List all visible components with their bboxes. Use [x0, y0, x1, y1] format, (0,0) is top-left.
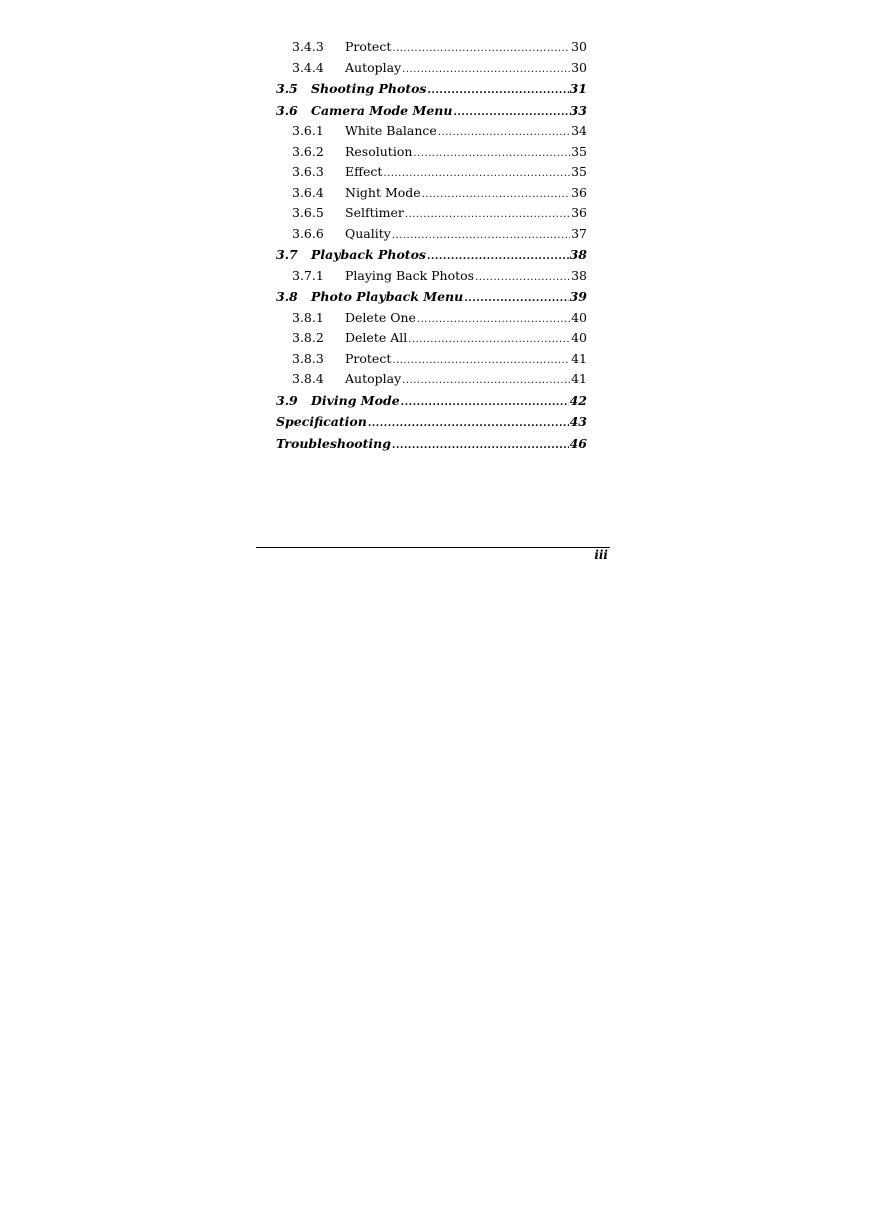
- dot-leader: [392, 40, 570, 59]
- toc-entry-number: 3.6.5: [292, 205, 324, 220]
- dot-leader: [408, 331, 570, 350]
- dot-leader: [422, 186, 570, 205]
- toc-entry-page: 31: [569, 81, 587, 96]
- toc-entry-number: 3.8.1: [292, 309, 324, 325]
- toc-entry[interactable]: [276, 143, 587, 164]
- dot-leader: [401, 393, 569, 413]
- toc-entry[interactable]: [276, 329, 587, 350]
- toc-entry-title: Delete One: [345, 309, 416, 325]
- toc-chapter-entry[interactable]: [276, 412, 587, 434]
- toc-entry-page: 40: [571, 330, 587, 345]
- toc-entry-page: 34: [571, 123, 587, 138]
- dot-leader: [392, 352, 570, 371]
- toc-entry[interactable]: [276, 184, 587, 205]
- toc-entry-page: 38: [571, 267, 587, 283]
- toc-entry-number: 3.9: [276, 392, 298, 408]
- toc-entry-page: 40: [571, 309, 587, 325]
- toc-entry-number: 3.8.2: [292, 330, 324, 345]
- toc-entry-title: Resolution: [345, 143, 413, 159]
- toc-section-entry[interactable]: [276, 79, 587, 101]
- toc-entry-page: 37: [571, 225, 587, 241]
- toc-section-entry[interactable]: [276, 287, 587, 309]
- toc-entry[interactable]: [276, 267, 587, 288]
- toc-entry-page: 41: [571, 350, 587, 366]
- toc-chapter-entry[interactable]: [276, 434, 587, 456]
- toc-entry-title: Night Mode: [345, 184, 421, 200]
- table-of-contents: [276, 38, 587, 455]
- dot-leader: [413, 145, 570, 164]
- toc-entry-page: 36: [571, 184, 587, 200]
- dot-leader: [453, 103, 568, 123]
- toc-entry-page: 46: [569, 435, 587, 451]
- toc-entry-number: 3.8.3: [292, 350, 324, 366]
- dot-leader: [427, 81, 568, 101]
- toc-entry-title: Effect: [345, 164, 383, 179]
- toc-entry[interactable]: [276, 309, 587, 330]
- dot-leader: [392, 227, 570, 246]
- toc-entry-page: 38: [569, 247, 587, 262]
- dot-leader: [475, 269, 570, 288]
- toc-entry-title: Diving Mode: [311, 392, 400, 408]
- toc-entry-page: 30: [571, 39, 587, 54]
- toc-entry[interactable]: [276, 163, 587, 184]
- toc-entry[interactable]: [276, 204, 587, 225]
- toc-entry-title: Quality: [345, 225, 391, 241]
- toc-entry-title: Camera Mode Menu: [311, 102, 453, 118]
- dot-leader: [392, 436, 569, 456]
- toc-entry-page: 36: [571, 205, 587, 220]
- toc-entry-title: Autoplay: [345, 371, 402, 386]
- toc-entry-title: Selftimer: [345, 205, 404, 220]
- dot-leader: [438, 124, 570, 143]
- toc-entry-number: 3.8: [276, 289, 298, 304]
- toc-entry[interactable]: [276, 38, 587, 59]
- toc-entry-page: 33: [569, 102, 587, 118]
- toc-entry-title: Playing Back Photos: [345, 267, 475, 283]
- dot-leader: [383, 165, 570, 184]
- toc-entry-title: Protect: [345, 39, 392, 54]
- toc-entry-number: 3.6.6: [292, 225, 324, 241]
- toc-entry-title: Autoplay: [345, 59, 402, 75]
- toc-entry-title: Playback Photos: [311, 247, 426, 262]
- toc-section-entry[interactable]: [276, 391, 587, 413]
- toc-entry-title: Troubleshooting: [276, 435, 391, 451]
- toc-entry-number: 3.6.3: [292, 164, 324, 179]
- toc-entry-number: 3.6.1: [292, 123, 324, 138]
- dot-leader: [427, 247, 569, 267]
- toc-entry-page: 30: [571, 59, 587, 75]
- toc-entry-page: 35: [571, 143, 587, 159]
- toc-entry-title: Delete All: [345, 330, 408, 345]
- dot-leader: [405, 206, 570, 225]
- toc-entry-page: 41: [571, 371, 587, 386]
- toc-entry-page: 39: [569, 289, 587, 304]
- toc-entry-number: 3.5: [276, 81, 298, 96]
- toc-entry-number: 3.7: [276, 247, 298, 262]
- toc-entry-number: 3.4.4: [292, 59, 324, 75]
- toc-entry-page: 43: [569, 414, 587, 429]
- footer-page-number: iii: [594, 548, 608, 562]
- toc-entry-title: Photo Playback Menu: [311, 289, 464, 304]
- dot-leader: [402, 372, 570, 391]
- toc-entry-number: 3.6.2: [292, 143, 324, 159]
- toc-entry-number: 3.4.3: [292, 39, 324, 54]
- toc-entry-title: Shooting Photos: [311, 81, 427, 96]
- dot-leader: [464, 289, 568, 309]
- toc-entry-number: 3.6.4: [292, 184, 324, 200]
- toc-entry[interactable]: [276, 122, 587, 143]
- toc-entry-page: 35: [571, 164, 587, 179]
- toc-entry[interactable]: [276, 350, 587, 371]
- toc-entry-number: 3.6: [276, 102, 298, 118]
- dot-leader: [402, 61, 570, 80]
- toc-entry-number: 3.8.4: [292, 371, 324, 386]
- toc-entry-number: 3.7.1: [292, 267, 324, 283]
- toc-entry[interactable]: [276, 225, 587, 246]
- dot-leader: [368, 414, 569, 434]
- toc-entry-title: Specification: [276, 414, 367, 429]
- toc-entry-page: 42: [569, 392, 587, 408]
- toc-entry-title: Protect: [345, 350, 392, 366]
- dot-leader: [417, 311, 570, 330]
- toc-entry[interactable]: [276, 370, 587, 391]
- toc-section-entry[interactable]: [276, 245, 587, 267]
- toc-entry-title: White Balance: [345, 123, 437, 138]
- toc-entry[interactable]: [276, 59, 587, 80]
- footer-divider: [256, 547, 610, 548]
- toc-section-entry[interactable]: [276, 101, 587, 123]
